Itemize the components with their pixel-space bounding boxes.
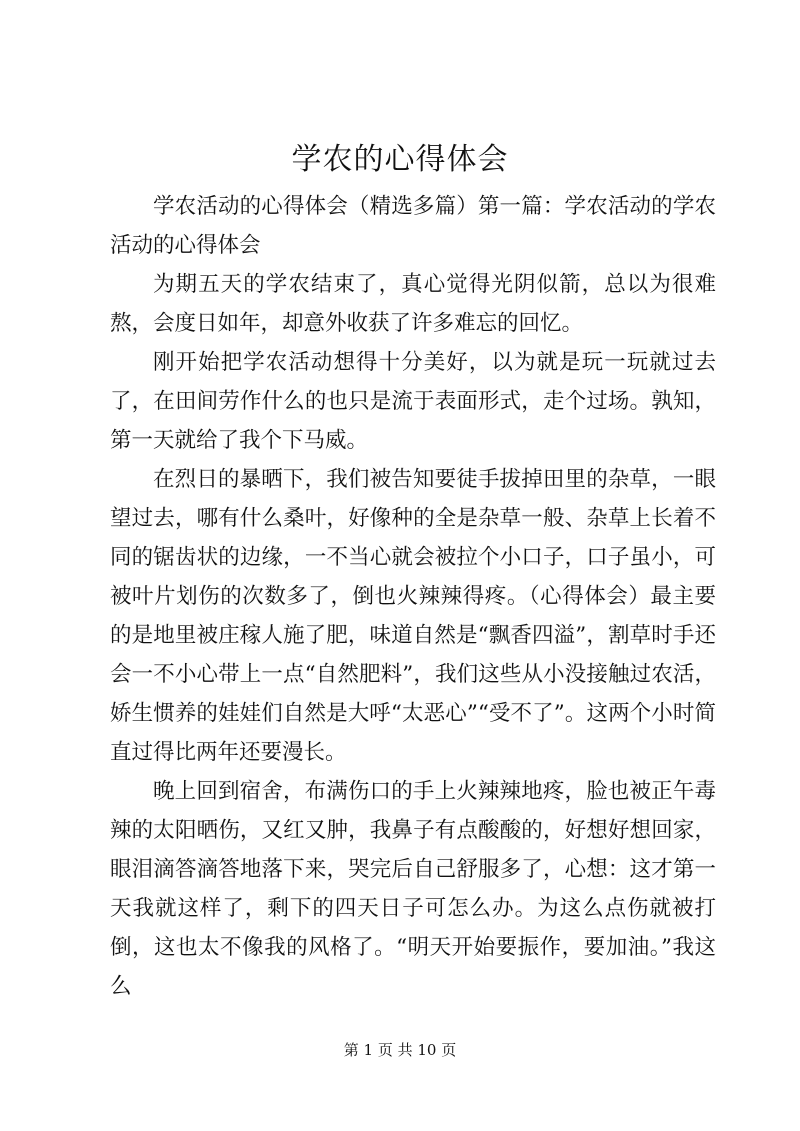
paragraph-2: 为期五天的学农结束了，真心觉得光阴似箭，总以为很难熬，会度日如年，却意外收获了许多难忘的回忆。 — [110, 272, 716, 336]
paragraph-4: 在烈日的暴晒下，我们被告知要徒手拔掉田里的杂草，一眼望过去，哪有什么桑叶，好像种的全是杂草一般、杂草上长着不同的锯齿状的边缘，一不当心就会被拉个小口子，口子虽小，可被叶片划伤的次数多了，倒也火辣辣得疼。（心得体会）最主要的是地里被庄稼人施了肥，味道自然是“飘香四溢”，割草时手还会一不小心带上一点“自然肥料”，我们这些从小没接触过农活，娇生惯养的娃娃们自然是大呼“太恶心”“受不了”。这两个小时简直过得比两年还要漫长。 — [110, 467, 716, 765]
paragraph-1: 学农活动的心得体会（精选多篇）第一篇：学农活动的学农活动的心得体会 — [110, 194, 716, 258]
document-body — [110, 187, 716, 1006]
page-footer: 第 1 页 共 10 页 — [343, 1041, 457, 1059]
paragraph-5: 晚上回到宿舍，布满伤口的手上火辣辣地疼，脸也被正午毒辣的太阳晒伤，又红又肿，我鼻子有点酸酸的，好想好想回家，眼泪滴答滴答地落下来，哭完后自己舒服多了，心想：这才第一天我就这样了，剩下的四天日子可怎么办。为这么点伤就被打倒，这也太不像我的风格了。“明天开始要振作，要加油。”我这么 — [110, 779, 716, 999]
paragraph-3: 刚开始把学农活动想得十分美好，以为就是玩一玩就过去了，在田间劳作什么的也只是流于表面形式，走个过场。孰知，第一天就给了我个下马威。 — [110, 350, 716, 453]
document-title: 学农的心得体会 — [291, 142, 509, 177]
